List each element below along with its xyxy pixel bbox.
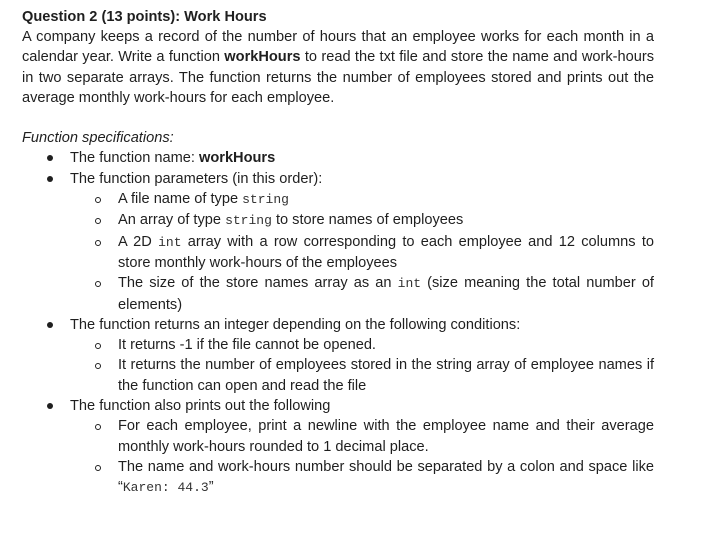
spec-item-text: The function also prints out the following bbox=[70, 398, 331, 415]
param-code: string bbox=[242, 192, 289, 208]
paragraph-spacer bbox=[22, 108, 654, 128]
circle-bullet-icon bbox=[95, 424, 101, 430]
param-text: A file name of type bbox=[118, 191, 243, 208]
param-item-size bbox=[118, 273, 654, 315]
spec-item-prints bbox=[22, 396, 654, 498]
bullet-icon bbox=[47, 403, 53, 409]
param-item-names-array bbox=[118, 210, 654, 231]
param-text-post: array with a row corresponding to each employee and 12 columns to store monthly work-hours of the employees bbox=[118, 233, 654, 271]
returns-item-count bbox=[118, 355, 654, 396]
circle-bullet-icon bbox=[95, 240, 101, 246]
circle-bullet-icon bbox=[95, 218, 101, 224]
intro-part1: A company keeps a record of the number of hours that an employee works for each month in a calendar year. Write a function bbox=[22, 29, 654, 66]
returns-text: It returns -1 if the file cannot be opened. bbox=[118, 337, 376, 354]
returns-text: It returns the number of employees stored in the string array of employee names if the function can open and read the file bbox=[118, 357, 654, 394]
param-code: string bbox=[225, 213, 272, 229]
param-code: int bbox=[397, 276, 422, 292]
prints-example-code: Karen: 44.3 bbox=[122, 480, 209, 496]
param-text-post: to store names of employees bbox=[271, 212, 464, 229]
circle-bullet-icon bbox=[95, 465, 101, 471]
param-item-2d-array bbox=[118, 232, 654, 274]
document-page bbox=[22, 7, 654, 499]
circle-bullet-icon bbox=[95, 363, 101, 369]
prints-text: For each employee, print a newline with the employee name and their average monthly work-hours rounded to 1 decimal place. bbox=[118, 418, 654, 455]
prints-sublist bbox=[22, 416, 654, 498]
param-code: int bbox=[158, 234, 182, 250]
circle-bullet-icon bbox=[95, 343, 101, 349]
param-item-filename bbox=[118, 189, 654, 210]
param-text: An array of type bbox=[118, 212, 226, 229]
param-text: A 2D bbox=[118, 233, 159, 250]
prints-text-post: ” bbox=[208, 479, 214, 496]
intro-func-name: workHours bbox=[224, 49, 301, 66]
prints-text: The name and work-hours number should be separated by a colon and space like “ bbox=[118, 458, 654, 496]
intro-part2: to read the txt file and store the name and work-hours in two separate arrays. The function returns the number of employees stored and prints out the average monthly work-hours for each employee. bbox=[22, 49, 655, 106]
returns-item-fail bbox=[118, 335, 654, 355]
param-sublist bbox=[22, 189, 654, 315]
returns-sublist bbox=[22, 335, 654, 396]
param-text-post: (size meaning the total number of elements) bbox=[118, 275, 654, 313]
bullet-icon bbox=[47, 176, 53, 182]
circle-bullet-icon bbox=[95, 281, 101, 287]
spec-heading: Function specifications: bbox=[22, 130, 174, 147]
spec-list bbox=[22, 148, 654, 498]
spec-item-name bbox=[22, 148, 654, 168]
spec-item-returns bbox=[22, 315, 654, 396]
question-title: Question 2 (13 points): Work Hours bbox=[22, 9, 267, 25]
bullet-icon bbox=[47, 155, 53, 161]
prints-item-format bbox=[118, 457, 654, 499]
spec-item-text: The function returns an integer depending on the following conditions: bbox=[70, 316, 521, 333]
prints-item-newline bbox=[118, 416, 654, 457]
spec-item-text: The function name: bbox=[70, 150, 199, 167]
question-intro bbox=[22, 27, 654, 108]
spec-item-text: The function parameters (in this order): bbox=[70, 170, 323, 187]
circle-bullet-icon bbox=[95, 197, 101, 203]
param-text: The size of the store names array as an bbox=[118, 275, 398, 292]
bullet-icon bbox=[47, 322, 53, 328]
spec-item-parameters bbox=[22, 169, 654, 315]
spec-func-name: workHours bbox=[199, 150, 276, 167]
